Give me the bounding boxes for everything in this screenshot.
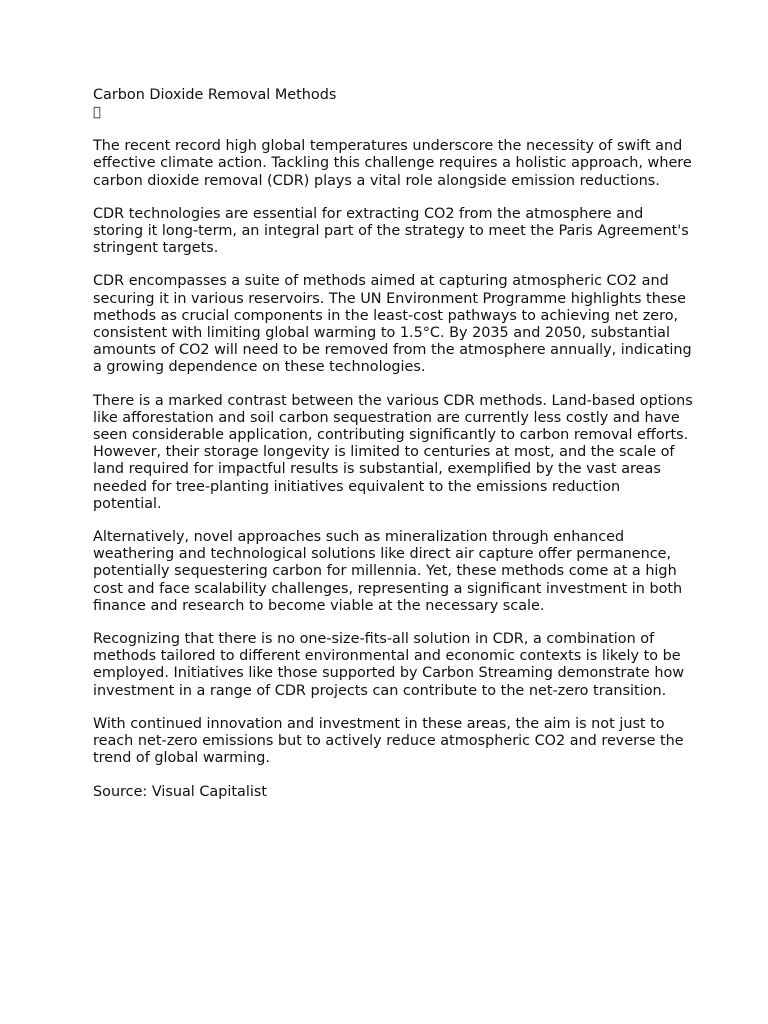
paragraph-novel-approaches: Alternatively, novel approaches such as mineralization through enhanced weathering and technological solutions like direct air capture offer permanence, potentially sequestering carbon for millennia. Yet, these methods come at a high cost and face scalability challenges, representing a significant investment in both finance and research to become viable at the necessary scale. [93, 529, 683, 614]
paragraph-intro: The recent record high global temperatures underscore the necessity of swift and effective climate action. Tackling this challenge requires a holistic approach, where carbon dioxide removal (CDR) plays a vital role alongside emission reductions. [93, 138, 692, 189]
source-line: Source: Visual Capitalist [93, 783, 267, 800]
paragraph-land-based: There is a marked contrast between the various CDR methods. Land-based options like afforestation and soil carbon sequestration are currently less costly and have seen considerable application, contributing significantly to carbon removal efforts. However, their storage longevity is limited to centuries at most, and the scale of land required for impactful results is substantial, exemplified by the vast areas needed for tree-planting initiatives equivalent to the emissions reduction potential. [93, 392, 693, 512]
placeholder-glyph-icon: 􏰀 [93, 105, 101, 121]
paragraph-conclusion: With continued innovation and investment in these areas, the aim is not just to reach net-zero emissions but to actively reduce atmospheric CO2 and reverse the trend of global warming. [93, 715, 684, 767]
paragraph-cdr-methods: CDR encompasses a suite of methods aimed at capturing atmospheric CO2 and securing it in various reservoirs. The UN Environment Programme highlights these methods as crucial components in the least-cost pathways to achieving net zero, consistent with limiting global warming to 1.5°C. By 2035 and 2050, substantial amounts of CO2 will need to be removed from the atmosphere annually, indicating a growing dependence on these technologies. [93, 273, 692, 376]
document-page [93, 87, 693, 801]
document-title: Carbon Dioxide Removal Methods [93, 87, 337, 103]
paragraph-cdr-technologies: CDR technologies are essential for extracting CO2 from the atmosphere and storing it long-term, an integral part of the strategy to meet the Paris Agreement's stringent targets. [93, 205, 689, 257]
paragraph-combination: Recognizing that there is no one-size-fits-all solution in CDR, a combination of methods tailored to different environmental and economic contexts is likely to be employed. Initiatives like those supported by Carbon Streaming demonstrate how investment in a range of CDR projects can contribute to the net-zero transition. [93, 631, 685, 699]
